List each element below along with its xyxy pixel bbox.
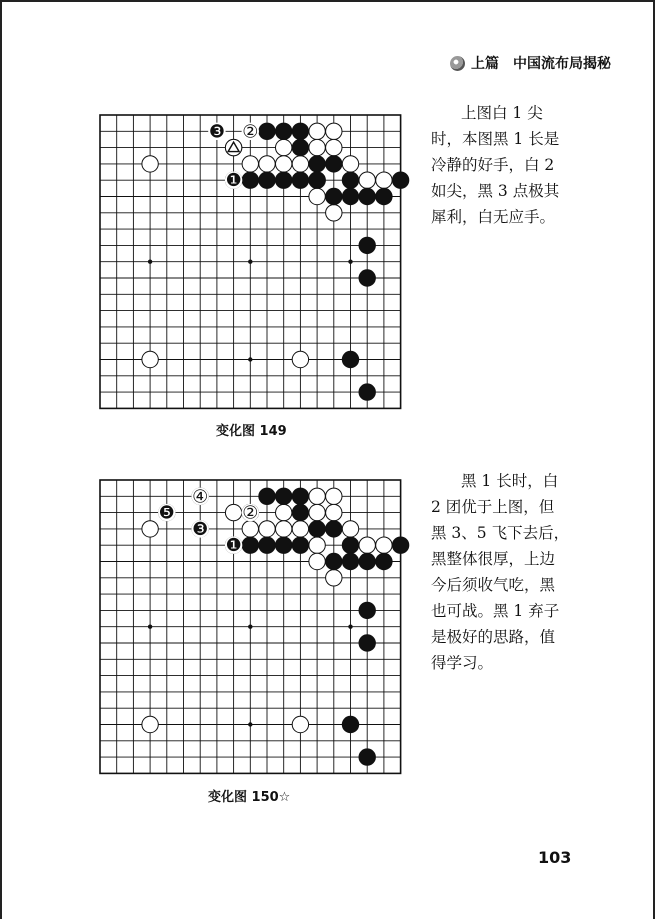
diagram-caption-149: 变化图 149 — [216, 424, 287, 439]
black-stone — [259, 123, 275, 139]
black-stone — [392, 172, 408, 188]
white-stone — [326, 504, 342, 520]
black-stone — [259, 537, 275, 553]
black-stone — [242, 172, 258, 188]
white-stone — [292, 521, 308, 537]
star-point — [348, 260, 352, 264]
black-stone — [276, 172, 292, 188]
text-line: 得学习。 — [431, 654, 494, 672]
white-stone — [142, 351, 158, 367]
text-line: 黑整体很厚，上边 — [431, 550, 556, 568]
commentary-149 — [431, 100, 559, 230]
white-stone — [326, 570, 342, 586]
star-point — [248, 357, 252, 361]
page-number: 103 — [538, 848, 572, 867]
text-line: 2 团优于上图，但 — [431, 498, 555, 516]
white-stone — [292, 716, 308, 732]
black-stone — [309, 521, 325, 537]
black-stone — [242, 537, 258, 553]
header-title: 中国流布局揭秘 — [513, 56, 611, 72]
black-stone — [342, 537, 358, 553]
star-point — [348, 625, 352, 629]
white-stone — [292, 351, 308, 367]
black-stone — [376, 188, 392, 204]
black-stone — [376, 553, 392, 569]
move-number: ❸ — [192, 518, 209, 540]
text-line: 时，本图黑 1 长是 — [431, 130, 560, 148]
move-number: ❸ — [208, 121, 225, 143]
black-stone — [359, 602, 375, 618]
white-stone — [292, 156, 308, 172]
move-number: ② — [242, 502, 259, 524]
black-stone — [359, 749, 375, 765]
commentary-150 — [431, 468, 569, 676]
black-stone — [276, 488, 292, 504]
white-stone — [142, 716, 158, 732]
black-stone — [276, 123, 292, 139]
white-stone — [326, 139, 342, 155]
running-header — [450, 53, 611, 73]
white-stone — [376, 537, 392, 553]
white-stone — [326, 205, 342, 221]
black-stone — [292, 172, 308, 188]
black-stone — [359, 270, 375, 286]
text-line: 上图白 1 尖 — [461, 104, 543, 122]
black-stone — [342, 351, 358, 367]
text-line: 也可战。黑 1 弃子 — [431, 602, 560, 620]
move-number: ④ — [192, 486, 209, 508]
black-stone — [292, 123, 308, 139]
white-stone — [376, 172, 392, 188]
white-stone — [142, 156, 158, 172]
go-board-svg — [98, 478, 403, 776]
black-stone — [342, 172, 358, 188]
black-stone — [342, 716, 358, 732]
text-line: 如尖，黑 3 点极其 — [431, 182, 560, 200]
black-stone — [359, 188, 375, 204]
white-stone — [309, 537, 325, 553]
white-stone — [359, 537, 375, 553]
black-stone — [342, 553, 358, 569]
white-stone — [326, 488, 342, 504]
white-stone — [309, 139, 325, 155]
black-stone — [309, 156, 325, 172]
white-stone — [259, 521, 275, 537]
move-number: ❺ — [158, 502, 175, 524]
white-stone — [276, 521, 292, 537]
black-stone — [359, 635, 375, 651]
black-stone — [292, 537, 308, 553]
black-stone — [392, 537, 408, 553]
text-line: 黑 3、5 飞下去后， — [431, 524, 570, 542]
black-stone — [326, 156, 342, 172]
star-point — [248, 625, 252, 629]
white-stone — [326, 123, 342, 139]
go-board-150 — [98, 478, 403, 776]
white-stone — [225, 504, 241, 520]
white-stone — [359, 172, 375, 188]
white-stone — [309, 553, 325, 569]
black-stone — [342, 188, 358, 204]
star-point — [148, 260, 152, 264]
text-line: 犀利，白无应手。 — [431, 208, 556, 226]
go-board-149 — [98, 113, 403, 411]
black-stone — [326, 188, 342, 204]
white-stone — [309, 123, 325, 139]
text-line: 是极好的思路，值 — [431, 628, 556, 646]
white-stone — [309, 504, 325, 520]
white-stone — [142, 521, 158, 537]
white-stone — [276, 504, 292, 520]
star-point — [148, 625, 152, 629]
move-number: ② — [242, 121, 259, 143]
star-point — [248, 722, 252, 726]
black-stone — [359, 237, 375, 253]
black-stone — [359, 553, 375, 569]
black-stone — [292, 139, 308, 155]
white-stone — [242, 156, 258, 172]
text-line: 冷静的好手，白 2 — [431, 156, 555, 174]
black-stone — [259, 488, 275, 504]
diagram-caption-150: 变化图 150☆ — [208, 790, 291, 805]
black-stone — [326, 553, 342, 569]
white-stone — [259, 156, 275, 172]
white-stone — [276, 139, 292, 155]
black-stone — [292, 488, 308, 504]
black-stone — [276, 537, 292, 553]
black-stone — [292, 504, 308, 520]
white-stone — [309, 488, 325, 504]
book-section-icon — [450, 56, 465, 71]
white-stone — [342, 521, 358, 537]
header-section: 上篇 — [471, 56, 499, 72]
white-stone — [342, 156, 358, 172]
text-line: 今后须收气吃，黑 — [431, 576, 556, 594]
white-stone — [276, 156, 292, 172]
go-board-svg — [98, 113, 403, 411]
white-stone — [309, 188, 325, 204]
black-stone — [309, 172, 325, 188]
text-line: 黑 1 长时，白 — [461, 472, 559, 490]
black-stone — [326, 521, 342, 537]
move-number: ❶ — [225, 170, 242, 192]
black-stone — [359, 384, 375, 400]
move-number: ❶ — [225, 535, 242, 557]
black-stone — [259, 172, 275, 188]
star-point — [248, 260, 252, 264]
